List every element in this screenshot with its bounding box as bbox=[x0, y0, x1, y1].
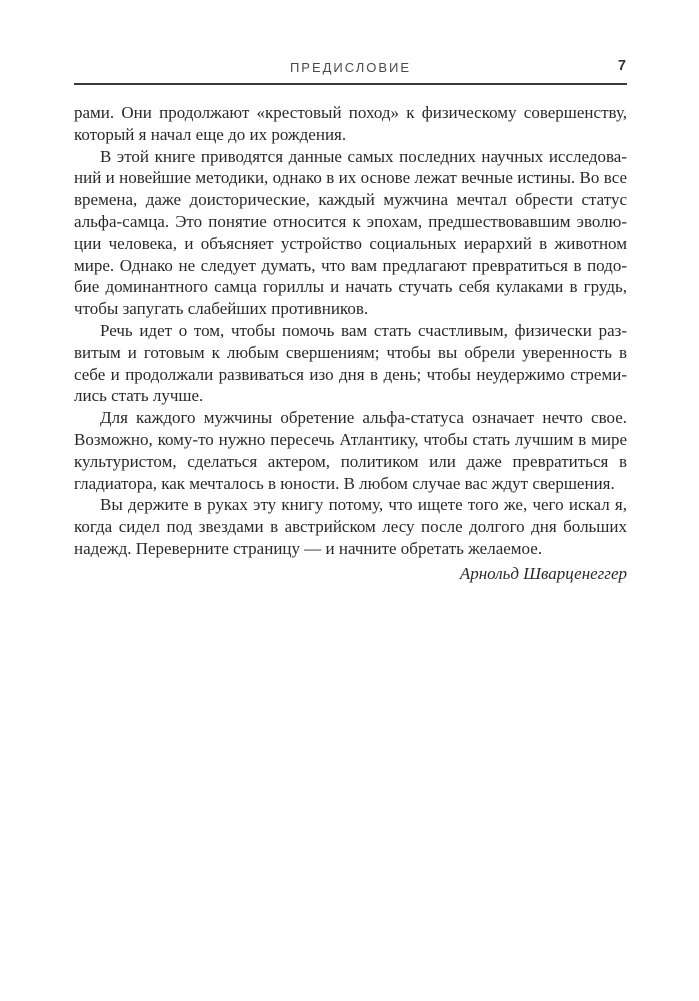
paragraph: Речь идет о том, чтобы помочь вам стать счастливым, физически развитым и готовым к любым свершениям; чтобы вы обрели уверенность в себе и продолжали развиваться изо дня в день; чтобы неудержимо стремились стать лучше. bbox=[74, 320, 627, 406]
running-head bbox=[74, 59, 627, 85]
paragraph: В этой книге приводятся данные самых последних научных исследований и новейшие методики, однако в их основе лежат вечные истины. Во все времена, даже доисторические, каждый мужчина мечтал обрести статус альфа-самца. Это понятие относится к эпохам, предшествовавшим эволюции человека, и объясняет устройство социальных иерархий в животном мире. Однако не следует думать, что вам предлагают превратиться в подобие доминантного самца гориллы и начать стучать себя кулаками в грудь, чтобы запугать слабейших противников. bbox=[74, 146, 627, 319]
page-number: 7 bbox=[617, 58, 626, 74]
author-signature: Арнольд Шварценеггер bbox=[459, 563, 627, 583]
paragraph-continuation: рами. Они продолжают «крестовый поход» к физическому совершенству, который я начал еще до их рождения. bbox=[74, 103, 627, 144]
paragraph: Для каждого мужчины обретение альфа-статуса означает нечто свое. Возможно, кому-то нужно пересечь Атлантику, чтобы стать лучшим в мире культуристом, сделаться актером, политиком или даже превратиться в гладиатора, как мечталось в юности. В любом случае вас ждут свершения. bbox=[74, 408, 627, 493]
page-body bbox=[74, 102, 627, 585]
paragraph: Вы держите в руках эту книгу потому, что ищете того же, чего искал я, когда сидел под звездами в австрийском лесу после долгого дня больших надежд. Переверните страницу — и начните обретать желаемое. bbox=[74, 495, 627, 558]
chapter-header-title: ПРЕДИСЛОВИЕ bbox=[289, 60, 412, 75]
